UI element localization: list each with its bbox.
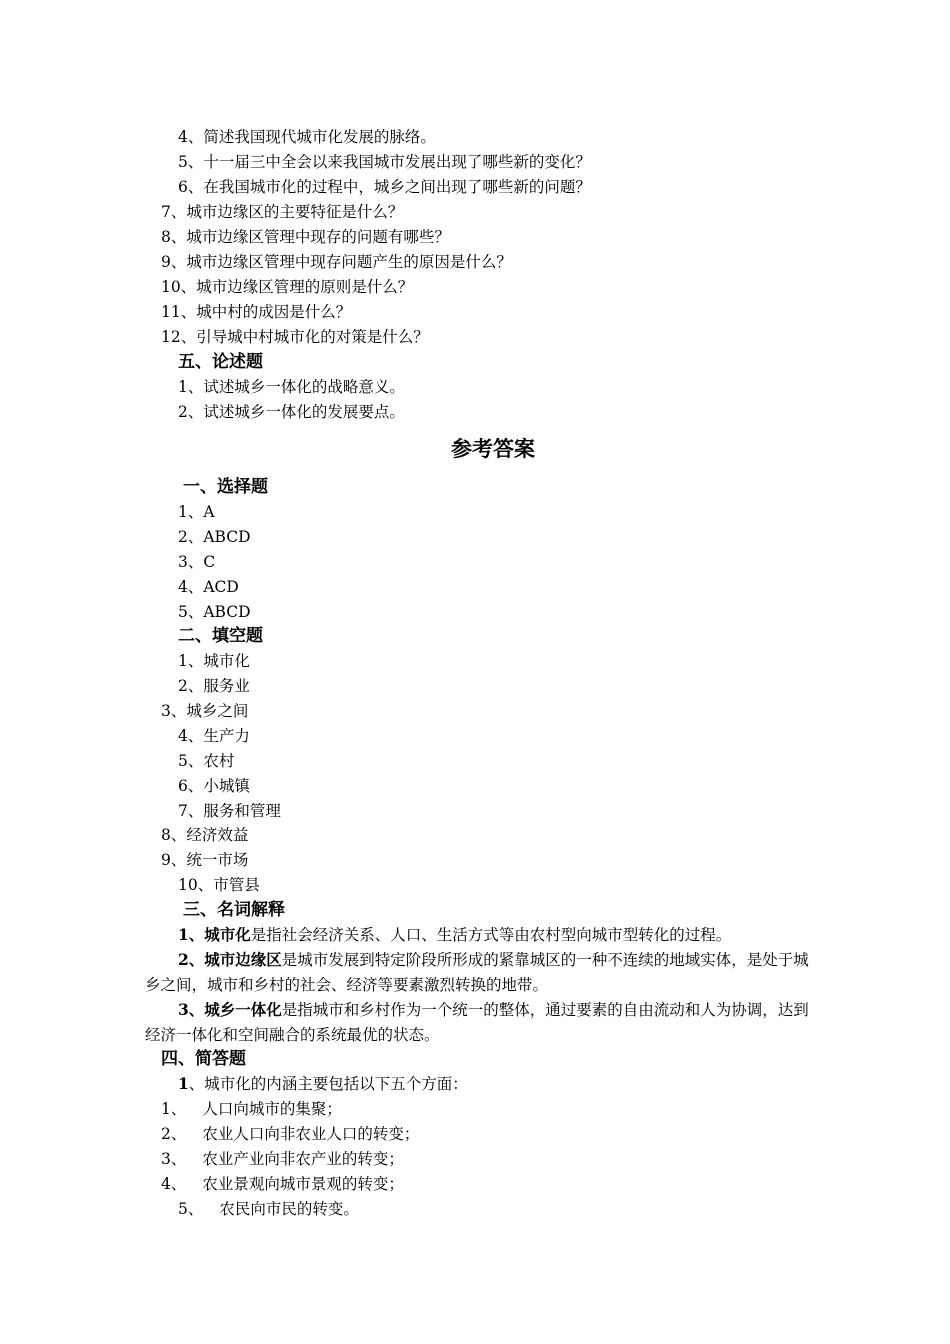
question-item: 7、城市边缘区的主要特征是什么？ [161, 203, 404, 221]
short-answer-intro [178, 1074, 468, 1094]
question-item: 4、简述我国现代城市化发展的脉络。 [178, 128, 436, 146]
list-item [161, 1174, 404, 1194]
answer-item: 1、城市化 [178, 652, 250, 670]
answer-item: 6、小城镇 [178, 777, 250, 795]
list-item [178, 1199, 359, 1219]
term-label: 1、城市化 [178, 925, 251, 944]
answer-item: 2、ABCD [178, 528, 251, 546]
list-number: 4、 [161, 1175, 187, 1193]
section-heading-choice: 一、选择题 [183, 477, 268, 497]
list-text: 农业人口向非农业人口的转变； [202, 1125, 420, 1143]
list-number: 3、 [161, 1150, 187, 1168]
question-item: 6、在我国城市化的过程中，城乡之间出现了哪些新的问题？ [178, 178, 591, 196]
question-item: 5、十一届三中全会以来我国城市发展出现了哪些新的变化？ [178, 153, 591, 171]
term-text: 是指社会经济关系、人口、生活方式等由农村型向城市型转化的过程。 [250, 926, 732, 944]
question-item: 8、城市边缘区管理中现存的问题有哪些？ [161, 228, 450, 246]
section-heading-terms: 三、名词解释 [183, 900, 285, 920]
list-number: 5、 [178, 1200, 204, 1218]
list-number: 2、 [161, 1125, 187, 1143]
answer-item: 10、市管县 [178, 876, 260, 894]
term-label: 3、城乡一体化 [178, 1000, 282, 1019]
answer-item: 8、经济效益 [161, 826, 249, 844]
question-item: 9、城市边缘区管理中现存问题产生的原因是什么？ [161, 253, 512, 271]
list-text: 人口向城市的集聚； [202, 1100, 342, 1118]
list-item [161, 1149, 404, 1169]
essay-item: 2、试述城乡一体化的发展要点。 [178, 403, 405, 421]
answer-item: 7、服务和管理 [178, 802, 281, 820]
list-text: 农业景观向城市景观的转变； [202, 1175, 404, 1193]
answer-item: 4、ACD [178, 578, 239, 596]
short-answer-text: 、城市化的内涵主要包括以下五个方面： [188, 1075, 468, 1093]
list-item [161, 1099, 342, 1119]
answer-item: 5、农村 [178, 752, 235, 770]
term-definition [145, 997, 810, 1048]
term-definition [145, 947, 810, 998]
answer-item: 1、A [178, 503, 215, 521]
answer-item: 4、生产力 [178, 727, 250, 745]
term-definition [145, 922, 810, 948]
term-label: 2、城市边缘区 [178, 950, 282, 969]
list-item [161, 1124, 419, 1144]
list-text: 农民向市民的转变。 [219, 1200, 359, 1218]
term-text: 是城市发展到特定阶段所形成的紧靠城区的一种不连续的地域实体，是处于城乡之间，城市和乡村的社会、经济等要素激烈转换的地带。 [145, 951, 809, 994]
question-item: 12、引导城中村城市化的对策是什么？ [161, 328, 429, 346]
section-heading-fill: 二、填空题 [178, 626, 263, 646]
essay-item: 1、试述城乡一体化的战略意义。 [178, 378, 405, 396]
answer-item: 9、统一市场 [161, 851, 249, 869]
term-text: 是指城市和乡村作为一个统一的整体，通过要素的自由流动和人为协调，达到经济一体化和空间融合的系统最优的状态。 [145, 1001, 809, 1044]
question-item: 11、城中村的成因是什么？ [161, 303, 352, 321]
answer-item: 3、城乡之间 [161, 702, 249, 720]
answer-item: 3、C [178, 553, 216, 571]
answer-item: 2、服务业 [178, 677, 250, 695]
answer-item: 5、ABCD [178, 603, 251, 621]
short-answer-number: 1 [178, 1074, 189, 1093]
section-heading-short: 四、简答题 [161, 1049, 246, 1069]
section-heading-essay: 五、论述题 [178, 352, 263, 372]
answer-title: 参考答案 [451, 436, 535, 461]
list-number: 1、 [161, 1100, 187, 1118]
list-text: 农业产业向非农产业的转变； [202, 1150, 404, 1168]
question-item: 10、城市边缘区管理的原则是什么？ [161, 278, 414, 296]
